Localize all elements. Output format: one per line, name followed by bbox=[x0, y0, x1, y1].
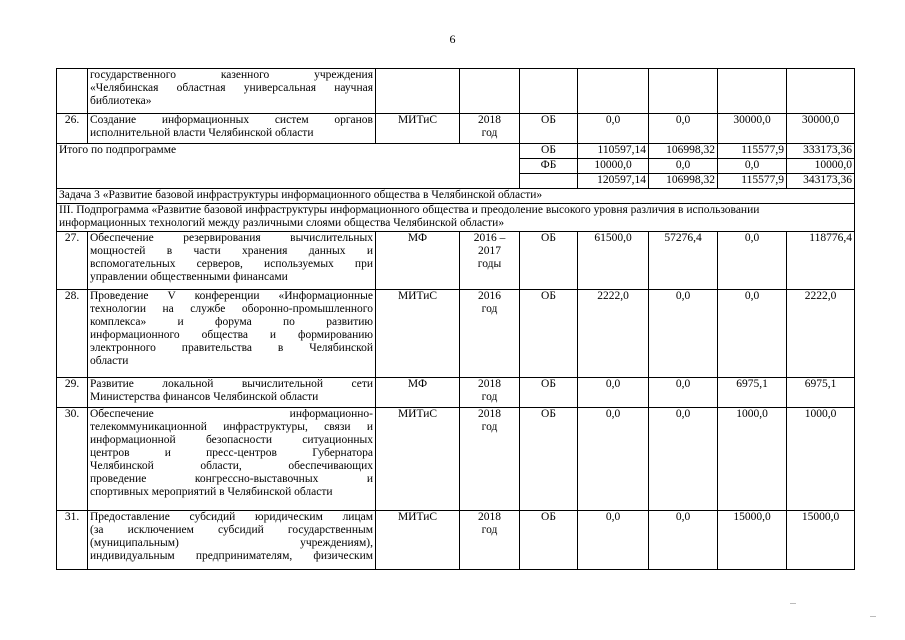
value-year-3: 0,0 bbox=[718, 290, 787, 378]
table-row-section bbox=[57, 204, 855, 232]
value-total: 15000,0 bbox=[787, 511, 855, 570]
value-year-1: 0,0 bbox=[578, 511, 649, 570]
funding-source: ОБ bbox=[520, 511, 578, 570]
table-row bbox=[57, 114, 855, 144]
value-total: 118776,4 bbox=[787, 232, 855, 290]
funding-source: ОБ bbox=[520, 114, 578, 144]
table-row bbox=[57, 232, 855, 290]
executor: МФ bbox=[376, 378, 460, 408]
value-total: 6975,1 bbox=[787, 378, 855, 408]
period: 2018 год bbox=[460, 114, 520, 144]
row-number: 31. bbox=[57, 511, 88, 570]
value-year-3: 115577,9 bbox=[718, 174, 787, 189]
measure-name: Обеспечение информационно- телекоммуникационной инфраструктуры, связи и информационной безопасности ситуационных центров и пресс-центров Губернатора Челябинской области, обеспечивающих проведение конгрессно-выставочных и спортивных мероприятий в Челябинской области bbox=[88, 408, 376, 511]
task-heading: Задача 3 «Развитие базовой инфраструктуры информационного общества в Челябинской области» bbox=[57, 189, 855, 204]
funding-source: ОБ bbox=[520, 232, 578, 290]
value-year-2: 0,0 bbox=[649, 378, 718, 408]
subprogram-total-label: Итого по подпрограмме bbox=[57, 144, 520, 189]
value-year-2: 57276,4 bbox=[649, 232, 718, 290]
value-year-1: 0,0 bbox=[578, 378, 649, 408]
value-year-3: 0,0 bbox=[718, 159, 787, 174]
period: 2016 – 2017 годы bbox=[460, 232, 520, 290]
table-row bbox=[57, 69, 855, 114]
scan-speck bbox=[790, 603, 796, 604]
value-year-3: 1000,0 bbox=[718, 408, 787, 511]
value-year-2: 106998,32 bbox=[649, 174, 718, 189]
value-total: 10000,0 bbox=[787, 159, 855, 174]
value-year-1: 120597,14 bbox=[578, 174, 649, 189]
executor: МИТиС bbox=[376, 114, 460, 144]
funding-source bbox=[520, 174, 578, 189]
table-row bbox=[57, 290, 855, 378]
value-total: 333173,36 bbox=[787, 144, 855, 159]
measure-name: государственного казенного учреждения «Челябинская областная универсальная научная библиотека» bbox=[88, 69, 376, 114]
value-total: 30000,0 bbox=[787, 114, 855, 144]
executor: МИТиС bbox=[376, 290, 460, 378]
value-year-2: 0,0 bbox=[649, 408, 718, 511]
row-number: 29. bbox=[57, 378, 88, 408]
row-number: 26. bbox=[57, 114, 88, 144]
value-year-1: 0,0 bbox=[578, 408, 649, 511]
value-total: 343173,36 bbox=[787, 174, 855, 189]
measure-name: Развитие локальной вычислительной сети Министерства финансов Челябинской области bbox=[88, 378, 376, 408]
value-total: 2222,0 bbox=[787, 290, 855, 378]
funding-source: ФБ bbox=[520, 159, 578, 174]
table-row bbox=[57, 408, 855, 511]
value-total: 1000,0 bbox=[787, 408, 855, 511]
funding-source: ОБ bbox=[520, 408, 578, 511]
table-row bbox=[57, 378, 855, 408]
value-year-2: 0,0 bbox=[649, 290, 718, 378]
executor: МИТиС bbox=[376, 511, 460, 570]
value-year-1: 61500,0 bbox=[578, 232, 649, 290]
period: 2018 год bbox=[460, 378, 520, 408]
value-year-1: 0,0 bbox=[578, 114, 649, 144]
table-row-section bbox=[57, 189, 855, 204]
value-year-1: 110597,14 bbox=[578, 144, 649, 159]
funding-source: ОБ bbox=[520, 378, 578, 408]
row-number: 28. bbox=[57, 290, 88, 378]
table-row-total bbox=[57, 144, 855, 159]
value-year-3: 6975,1 bbox=[718, 378, 787, 408]
value-year-1: 2222,0 bbox=[578, 290, 649, 378]
value-year-3: 30000,0 bbox=[718, 114, 787, 144]
measure-name: Обеспечение резервирования вычислительных мощностей в части хранения данных и вспомогательных серверов, используемых при управлении общественными финансами bbox=[88, 232, 376, 290]
value-year-2: 0,0 bbox=[649, 511, 718, 570]
subprogram-heading: III. Подпрограмма «Развитие базовой инфраструктуры информационного общества и преодоление высокого уровня различия в использовании информационных технологий между различными слоями общества Челябинской области» bbox=[57, 204, 855, 232]
period: 2016 год bbox=[460, 290, 520, 378]
row-number bbox=[57, 69, 88, 114]
funding-source: ОБ bbox=[520, 290, 578, 378]
value-year-2: 0,0 bbox=[649, 159, 718, 174]
measure-name: Создание информационных систем органов исполнительной власти Челябинской области bbox=[88, 114, 376, 144]
period: 2018 год bbox=[460, 511, 520, 570]
program-table bbox=[56, 68, 855, 570]
value-year-3: 15000,0 bbox=[718, 511, 787, 570]
executor: МФ bbox=[376, 232, 460, 290]
page-number: 6 bbox=[449, 32, 456, 46]
funding-source: ОБ bbox=[520, 144, 578, 159]
value-year-2: 0,0 bbox=[649, 114, 718, 144]
value-year-2: 106998,32 bbox=[649, 144, 718, 159]
measure-name: Проведение V конференции «Информационные технологии на службе оборонно-промышленного комплекса» и форума по развитию информационного общества и формированию электронного правительства в Челябинской области bbox=[88, 290, 376, 378]
table-row bbox=[57, 511, 855, 570]
value-year-3: 0,0 bbox=[718, 232, 787, 290]
value-year-3: 115577,9 bbox=[718, 144, 787, 159]
scan-speck bbox=[870, 616, 876, 617]
measure-name: Предоставление субсидий юридическим лицам (за исключением субсидий государственным (муниципальным) учреждениям), индивидуальным предпринимателям, физическим bbox=[88, 511, 376, 570]
row-number: 30. bbox=[57, 408, 88, 511]
row-number: 27. bbox=[57, 232, 88, 290]
value-year-1: 10000,0 bbox=[578, 159, 649, 174]
executor: МИТиС bbox=[376, 408, 460, 511]
period: 2018 год bbox=[460, 408, 520, 511]
